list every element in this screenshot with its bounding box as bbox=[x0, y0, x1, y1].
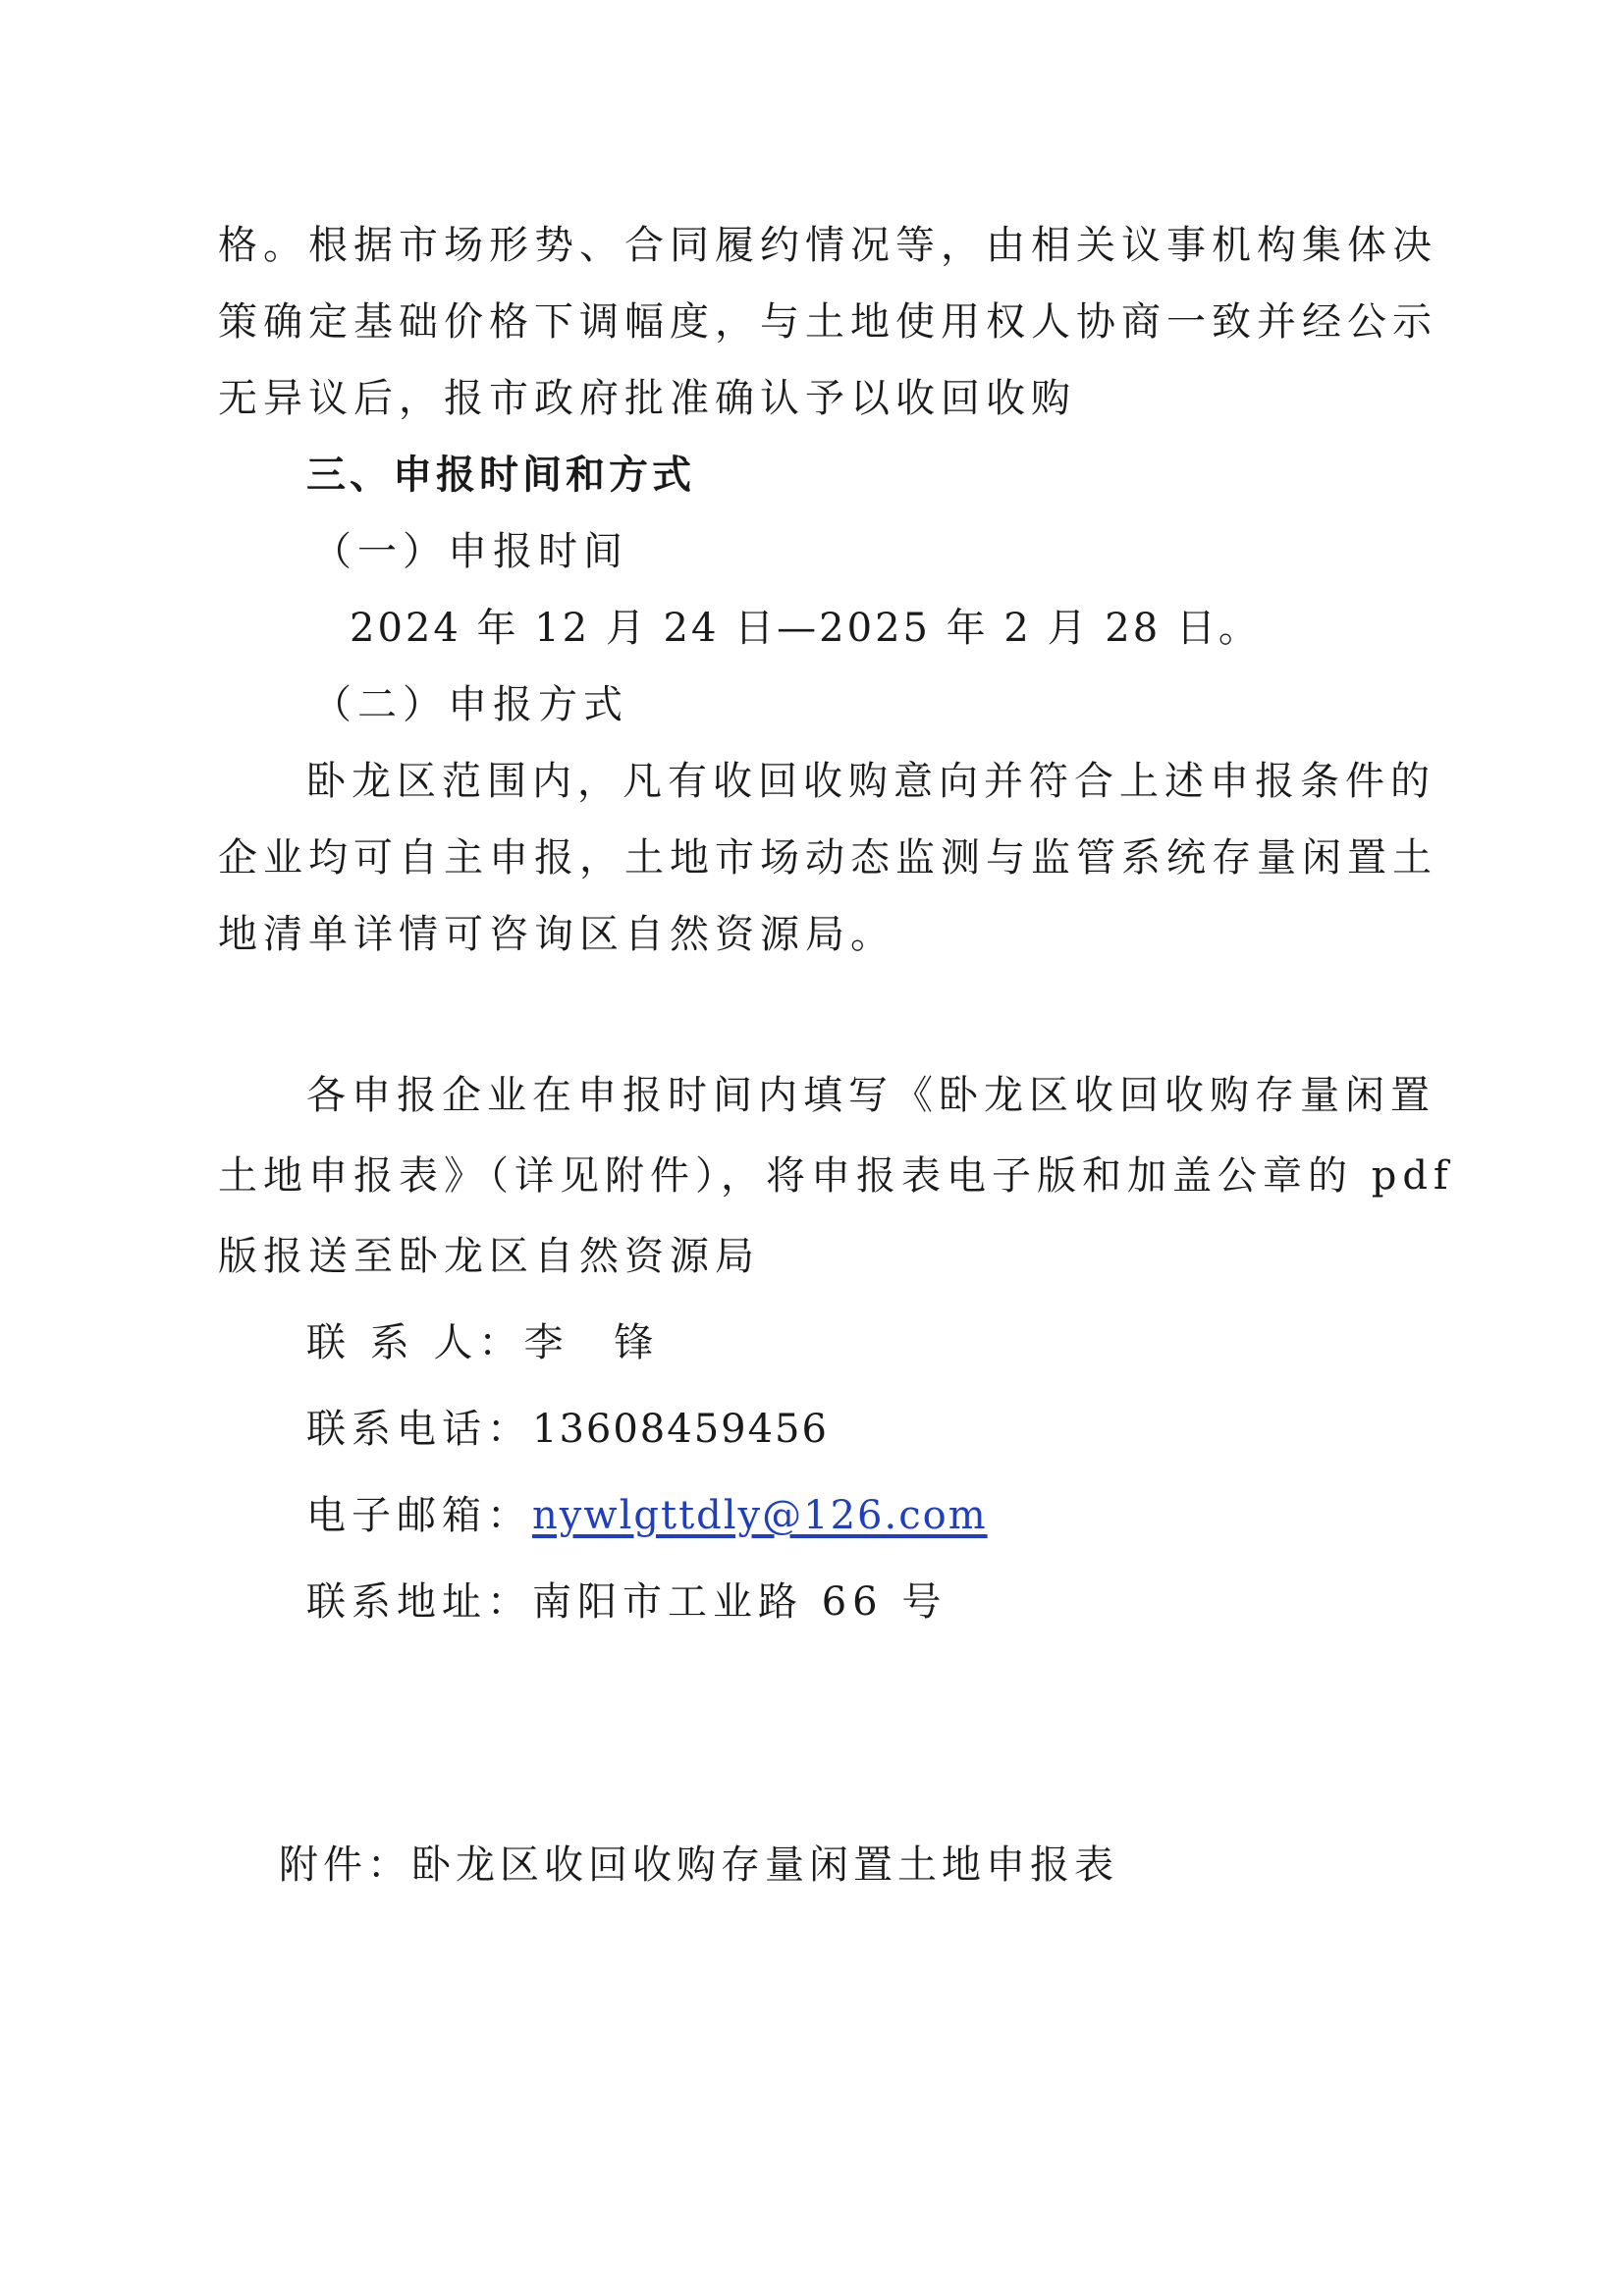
contact-person-label: 联 系 人： bbox=[306, 1320, 524, 1365]
contact-address-label: 联系地址： bbox=[306, 1579, 532, 1625]
contact-person-value: 李 锋 bbox=[523, 1320, 660, 1365]
paragraph-line: 版报送至卧龙区自然资源局 bbox=[218, 1234, 760, 1279]
paragraph-line: 土地申报表》（详见附件），将申报表电子版和加盖公章的 pdf bbox=[218, 1153, 1454, 1199]
contact-email-row bbox=[306, 1490, 988, 1541]
email-link[interactable]: nywlgttdly@126.com bbox=[532, 1493, 988, 1538]
paragraph-line: 地清单详情可咨询区自然资源局。 bbox=[218, 912, 895, 957]
subsection-label: （二）申报方式 bbox=[312, 682, 628, 727]
contact-phone-value: 13608459456 bbox=[532, 1407, 829, 1452]
contact-address-value: 南阳市工业路 66 号 bbox=[532, 1579, 947, 1625]
contact-address-row bbox=[306, 1576, 947, 1628]
paragraph-line: 无异议后，报市政府批准确认予以收回收购 bbox=[218, 376, 1076, 421]
contact-phone-label: 联系电话： bbox=[306, 1407, 532, 1452]
paragraph-line: 各申报企业在申报时间内填写《卧龙区收回收购存量闲置 bbox=[306, 1073, 1435, 1118]
paragraph-line: 格。根据市场形势、合同履约情况等，由相关议事机构集体决 bbox=[218, 223, 1437, 268]
paragraph-line: 策确定基础价格下调幅度，与土地使用权人协商一致并经公示 bbox=[218, 299, 1437, 345]
attachment-note: 附件：卧龙区收回收购存量闲置土地申报表 bbox=[279, 1842, 1118, 1888]
paragraph-line: 企业均可自主申报，土地市场动态监测与监管系统存量闲置土 bbox=[218, 835, 1437, 881]
contact-phone-row bbox=[306, 1404, 829, 1455]
contact-person-row bbox=[306, 1317, 659, 1368]
subsection-label: （一）申报时间 bbox=[312, 529, 628, 574]
date-range: 2024 年 12 月 24 日—2025 年 2 月 28 日。 bbox=[350, 606, 1261, 651]
paragraph-line: 卧龙区范围内，凡有收回收购意向并符合上述申报条件的 bbox=[306, 759, 1435, 804]
contact-email-label: 电子邮箱： bbox=[306, 1493, 532, 1538]
section-heading: 三、申报时间和方式 bbox=[306, 453, 695, 498]
